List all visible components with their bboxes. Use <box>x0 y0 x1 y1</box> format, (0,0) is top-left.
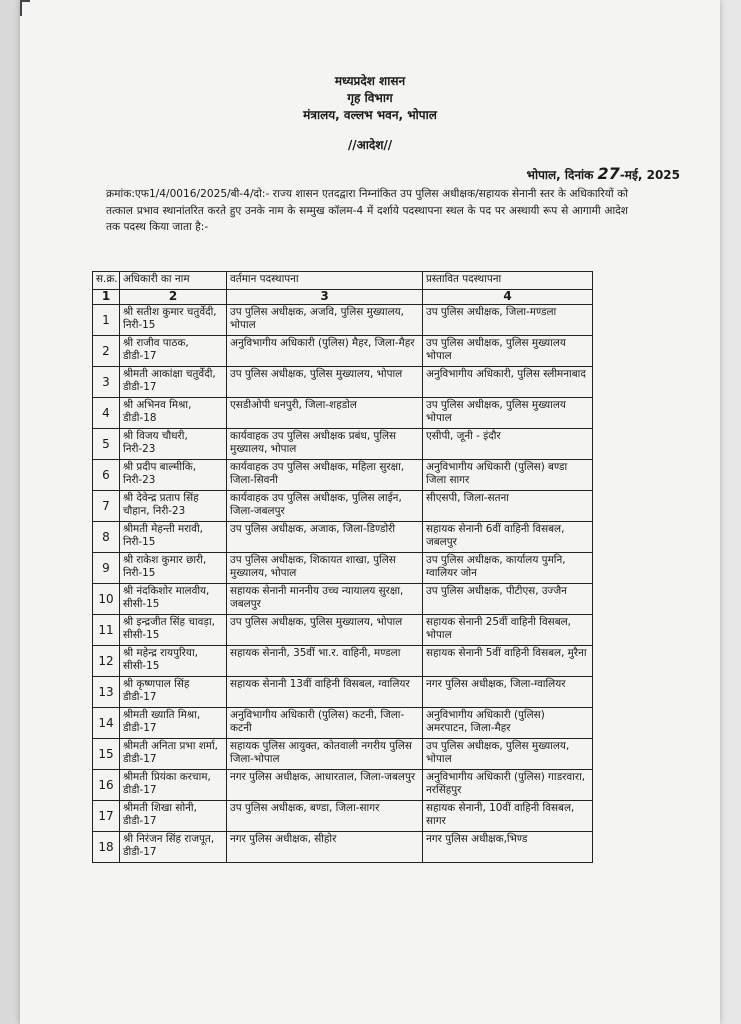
header-current-posting: वर्तमान पदस्थापना <box>227 272 423 290</box>
crop-mark <box>20 0 30 16</box>
officer-name-cell: श्री नंदकिशोर मालवीय, सीसी-15 <box>120 584 227 615</box>
table-row <box>93 677 593 708</box>
officer-name-cell: श्री महेन्द्र रायपुरिया, सीसी-15 <box>120 646 227 677</box>
proposed-posting-cell: उप पुलिस अधीक्षक, पुलिस मुख्यालय भोपाल <box>423 398 593 429</box>
header-officer-name: अधिकारी का नाम <box>120 272 227 290</box>
serial-number-cell: 13 <box>93 677 120 708</box>
officer-name-cell: श्रीमती प्रियंका करचाम, डीडी-17 <box>120 770 227 801</box>
date-suffix: -मई, 2025 <box>619 168 680 182</box>
officer-name-cell: श्री राकेश कुमार छारी, निरी-15 <box>120 553 227 584</box>
proposed-posting-cell: अनुविभागीय अधिकारी (पुलिस) गाडरवारा, नरसिंहपुर <box>423 770 593 801</box>
current-posting-cell: कार्यवाहक उप पुलिस अधीक्षक प्रबंध, पुलिस मुख्यालय, भोपाल <box>227 429 423 460</box>
proposed-posting-cell: उप पुलिस अधीक्षक, पीटीएस, उज्जैन <box>423 584 593 615</box>
table-row <box>93 615 593 646</box>
table-row <box>93 460 593 491</box>
proposed-posting-cell: सहायक सेनानी 5वीं वाहिनी विसबल, मुरैना <box>423 646 593 677</box>
current-posting-cell: सहायक पुलिस आयुक्त, कोतवाली नगरीय पुलिस जिला-भोपाल <box>227 739 423 770</box>
serial-number-cell: 4 <box>93 398 120 429</box>
column-number: 2 <box>120 290 227 305</box>
proposed-posting-cell: सहायक सेनानी 6वीं वाहिनी विसबल, जबलपुर <box>423 522 593 553</box>
proposed-posting-cell: नगर पुलिस अधीक्षक, जिला-ग्वालियर <box>423 677 593 708</box>
column-number: 3 <box>227 290 423 305</box>
proposed-posting-cell: नगर पुलिस अधीक्षक,भिण्ड <box>423 832 593 863</box>
proposed-posting-cell: सहायक सेनानी, 10वीं वाहिनी विसबल, सागर <box>423 801 593 832</box>
table-header-row <box>93 272 593 290</box>
officer-name-cell: श्री देवेन्द्र प्रताप सिंह चौहान, निरी-23 <box>120 491 227 522</box>
proposed-posting-cell: उप पुलिस अधीक्षक, पुलिस मुख्यालय भोपाल <box>423 336 593 367</box>
serial-number-cell: 7 <box>93 491 120 522</box>
background-edge <box>720 0 741 1024</box>
proposed-posting-cell: अनुविभागीय अधिकारी (पुलिस) अमरपाटन, जिला-मैहर <box>423 708 593 739</box>
table-row <box>93 305 593 336</box>
officer-name-cell: श्रीमती ख्याति मिश्रा, डीडी-17 <box>120 708 227 739</box>
office-address: मंत्रालय, वल्लभ भवन, भोपाल <box>303 108 437 122</box>
current-posting-cell: सहायक सेनानी, 35वीं भा.र. वाहिनी, मण्डला <box>227 646 423 677</box>
officer-name-cell: श्री राजीव पाठक, डीडी-17 <box>120 336 227 367</box>
transfer-table <box>92 271 593 863</box>
serial-number-cell: 15 <box>93 739 120 770</box>
proposed-posting-cell: सहायक सेनानी 25वीं वाहिनी विसबल, भोपाल <box>423 615 593 646</box>
current-posting-cell: अनुविभागीय अधिकारी (पुलिस) मैहर, जिला-मैहर <box>227 336 423 367</box>
column-number: 1 <box>93 290 120 305</box>
serial-number-cell: 6 <box>93 460 120 491</box>
date-day: 27 <box>597 164 620 183</box>
header-proposed-posting: प्रस्तावित पदस्थापना <box>423 272 593 290</box>
officer-name-cell: श्री सतीश कुमार चतुर्वेदी, निरी-15 <box>120 305 227 336</box>
current-posting-cell: उप पुलिस अधीक्षक, पुलिस मुख्यालय, भोपाल <box>227 367 423 398</box>
officer-name-cell: श्री कृष्णपाल सिंह डीडी-17 <box>120 677 227 708</box>
officer-name-cell: श्री अभिनव मिश्रा, डीडी-18 <box>120 398 227 429</box>
officer-name-cell: श्रीमती मेहन्ती मरावी, निरी-15 <box>120 522 227 553</box>
table-row <box>93 584 593 615</box>
serial-number-cell: 1 <box>93 305 120 336</box>
proposed-posting-cell: अनुविभागीय अधिकारी, पुलिस स्लीमनाबाद <box>423 367 593 398</box>
column-number: 4 <box>423 290 593 305</box>
department-name: गृह विभाग <box>347 91 393 105</box>
table-row <box>93 429 593 460</box>
serial-number-cell: 8 <box>93 522 120 553</box>
table-row <box>93 770 593 801</box>
table-column-number-row <box>93 290 593 305</box>
current-posting-cell: उप पुलिस अधीक्षक, बण्डा, जिला-सागर <box>227 801 423 832</box>
order-intro-paragraph: क्रमांक:एफ1/4/0016/2025/बी-4/दो:- राज्य शासन एतदद्वारा निम्नांकित उप पुलिस अधीक्षक/सहायक सेनानी स्तर के अधिकारियों को तत्काल प्रभाव स्थानांतरित करते हुए उनके नाम के सम्मुख कॉलम-4 में दर्शाये पदस्थापना स्थल के पद पर अस्थायी रूप से आगामी आदेश तक पदस्थ किया जाता है:- <box>106 188 628 233</box>
serial-number-cell: 3 <box>93 367 120 398</box>
serial-number-cell: 16 <box>93 770 120 801</box>
serial-number-cell: 17 <box>93 801 120 832</box>
proposed-posting-cell: उप पुलिस अधीक्षक, जिला-मण्डला <box>423 305 593 336</box>
serial-number-cell: 18 <box>93 832 120 863</box>
current-posting-cell: उप पुलिस अधीक्षक, अजवि, पुलिस मुख्यालय, भोपाल <box>227 305 423 336</box>
proposed-posting-cell: उप पुलिस अधीक्षक, कार्यालय पुमनि, ग्वालियर जोन <box>423 553 593 584</box>
current-posting-cell: उप पुलिस अधीक्षक, शिकायत शाखा, पुलिस मुख्यालय, भोपाल <box>227 553 423 584</box>
current-posting-cell: एसडीओपी धनपुरी, जिला-शहडोल <box>227 398 423 429</box>
current-posting-cell: उप पुलिस अधीक्षक, अजाक, जिला-डिण्डोरी <box>227 522 423 553</box>
serial-number-cell: 11 <box>93 615 120 646</box>
current-posting-cell: नगर पुलिस अधीक्षक, सीहोर <box>227 832 423 863</box>
serial-number-cell: 5 <box>93 429 120 460</box>
officer-name-cell: श्रीमती अनिता प्रभा शर्मा, डीडी-17 <box>120 739 227 770</box>
current-posting-cell: उप पुलिस अधीक्षक, पुलिस मुख्यालय, भोपाल <box>227 615 423 646</box>
current-posting-cell: सहायक सेनानी 13वीं वाहिनी विसबल, ग्वालियर <box>227 677 423 708</box>
officer-name-cell: श्री निरंजन सिंह राजपूत, डीडी-17 <box>120 832 227 863</box>
officer-name-cell: श्रीमती आकांक्षा चतुर्वेदी, डीडी-17 <box>120 367 227 398</box>
current-posting-cell: कार्यवाहक उप पुलिस अधीक्षक, महिला सुरक्षा, जिला-सिवनी <box>227 460 423 491</box>
table-row <box>93 522 593 553</box>
officer-name-cell: श्री विजय चौधरी, निरी-23 <box>120 429 227 460</box>
current-posting-cell: कार्यवाहक उप पुलिस अधीक्षक, पुलिस लाईन, जिला-जबलपुर <box>227 491 423 522</box>
serial-number-cell: 9 <box>93 553 120 584</box>
date-prefix: भोपाल, दिनांक <box>526 168 594 182</box>
table-row <box>93 832 593 863</box>
govt-name: मध्यप्रदेश शासन <box>334 74 406 88</box>
table-row <box>93 708 593 739</box>
proposed-posting-cell: एसीपी, जूनी - इंदौर <box>423 429 593 460</box>
proposed-posting-cell: उप पुलिस अधीक्षक, पुलिस मुख्यालय, भोपाल <box>423 739 593 770</box>
current-posting-cell: अनुविभागीय अधिकारी (पुलिस) कटनी, जिला-कटनी <box>227 708 423 739</box>
serial-number-cell: 2 <box>93 336 120 367</box>
officer-name-cell: श्रीमती शिखा सोनी, डीडी-17 <box>120 801 227 832</box>
table-row <box>93 398 593 429</box>
officer-name-cell: श्री प्रदीप बाल्मीकि, निरी-23 <box>120 460 227 491</box>
serial-number-cell: 10 <box>93 584 120 615</box>
order-date <box>527 164 680 183</box>
table-row <box>93 801 593 832</box>
proposed-posting-cell: सीएसपी, जिला-सतना <box>423 491 593 522</box>
table-row <box>93 739 593 770</box>
serial-number-cell: 12 <box>93 646 120 677</box>
table-row <box>93 491 593 522</box>
current-posting-cell: नगर पुलिस अधीक्षक, आधारताल, जिला-जबलपुर <box>227 770 423 801</box>
table-row <box>93 553 593 584</box>
proposed-posting-cell: अनुविभागीय अधिकारी (पुलिस) बण्डा जिला सागर <box>423 460 593 491</box>
current-posting-cell: सहायक सेनानी माननीय उच्च न्यायालय सुरक्षा, जबलपुर <box>227 584 423 615</box>
order-title: //आदेश// <box>347 138 393 152</box>
header-serial: स.क्र. <box>93 272 120 290</box>
serial-number-cell: 14 <box>93 708 120 739</box>
table-row <box>93 367 593 398</box>
table-row <box>93 336 593 367</box>
table-row <box>93 646 593 677</box>
officer-name-cell: श्री इन्द्रजीत सिंह चावड़ा, सीसी-15 <box>120 615 227 646</box>
